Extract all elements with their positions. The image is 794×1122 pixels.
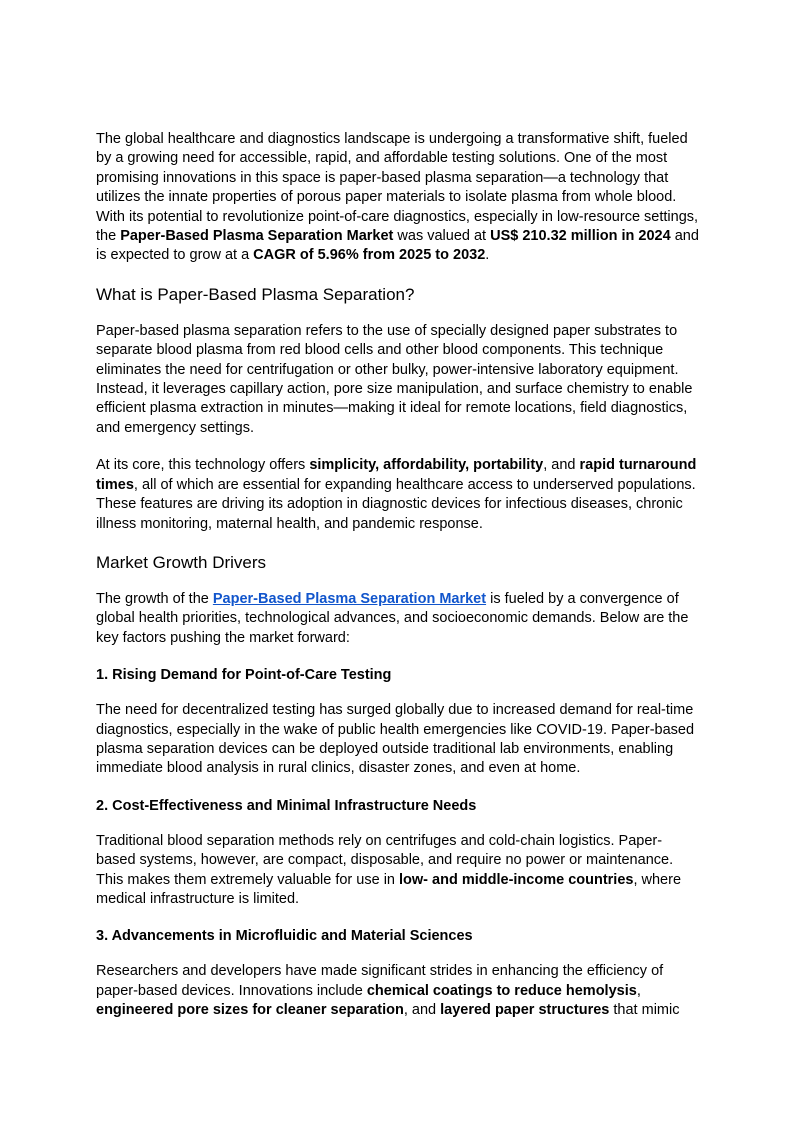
driver-heading-2: 2. Cost-Effectiveness and Minimal Infrastructure Needs <box>96 797 477 814</box>
driver-paragraph-2: Traditional blood separation methods rely on centrifuges and cold-chain logistics. Paper-based systems, however, are compact, disposable, and require no power or maintenance. This makes them extremely valuable for use in low- and middle-income countries, where medical infrastructure is limited. <box>96 832 682 907</box>
definition-paragraph: Paper-based plasma separation refers to the use of specially designed paper substrates to separate blood plasma from red blood cells and other blood components. This technique eliminates the need for centrifugation or other bulky, power-intensive laboratory equipment. Instead, it leverages capillary action, pore size manipulation, and surface chemistry to enable efficient plasma extraction in minutes—making it ideal for remote locations, field diagnostics, and emergency settings. <box>96 322 693 436</box>
driver-heading-3: 3. Advancements in Microfluidic and Material Sciences <box>96 928 473 945</box>
intro-paragraph: The global healthcare and diagnostics landscape is undergoing a transformative shift, fueled by a growing need for accessible, rapid, and affordable testing solutions. One of the most promising innovations in this space is paper-based plasma separation—a technology that utilizes the innate properties of porous paper materials to isolate plasma from whole blood. With its potential to revolutionize point-of-care diagnostics, especially in low-resource settings, the Paper-Based Plasma Separation Market was valued at US$ 210.32 million in 2024 and is expected to grow at a CAGR of 5.96% from 2025 to 2032. <box>96 131 699 264</box>
market-report-link[interactable]: Paper-Based Plasma Separation Market <box>212 590 487 607</box>
growth-intro-paragraph: The growth of the Paper-Based Plasma Separation Market is fueled by a convergence of global health priorities, technological advances, and socioeconomic demands. Below are the key factors pushing the market forward: <box>96 590 689 646</box>
section-heading-growth-drivers: Market Growth Drivers <box>96 552 267 572</box>
driver-heading-1: 1. Rising Demand for Point-of-Care Testing <box>96 667 392 684</box>
document-body <box>96 130 700 1039</box>
driver-paragraph-3: Researchers and developers have made significant strides in enhancing the efficiency of paper-based devices. Innovations include chemical coatings to reduce hemolysis, engineered pore sizes for cleaner separation, and layered paper structures that mimic <box>96 963 680 1019</box>
section-heading-what-is: What is Paper-Based Plasma Separation? <box>96 284 415 304</box>
core-benefits-paragraph: At its core, this technology offers simplicity, affordability, portability, and rapid turnaround times, all of which are essential for expanding healthcare access to underserved populations. These features are driving its adoption in diagnostic devices for infectious diseases, chronic illness monitoring, maternal health, and pandemic response. <box>96 457 697 532</box>
driver-paragraph-1: The need for decentralized testing has surged globally due to increased demand for real-time diagnostics, especially in the wake of public health emergencies like COVID-19. Paper-based plasma separation devices can be deployed outside traditional lab environments, enabling immediate blood analysis in rural clinics, disaster zones, and even at home. <box>96 702 695 777</box>
